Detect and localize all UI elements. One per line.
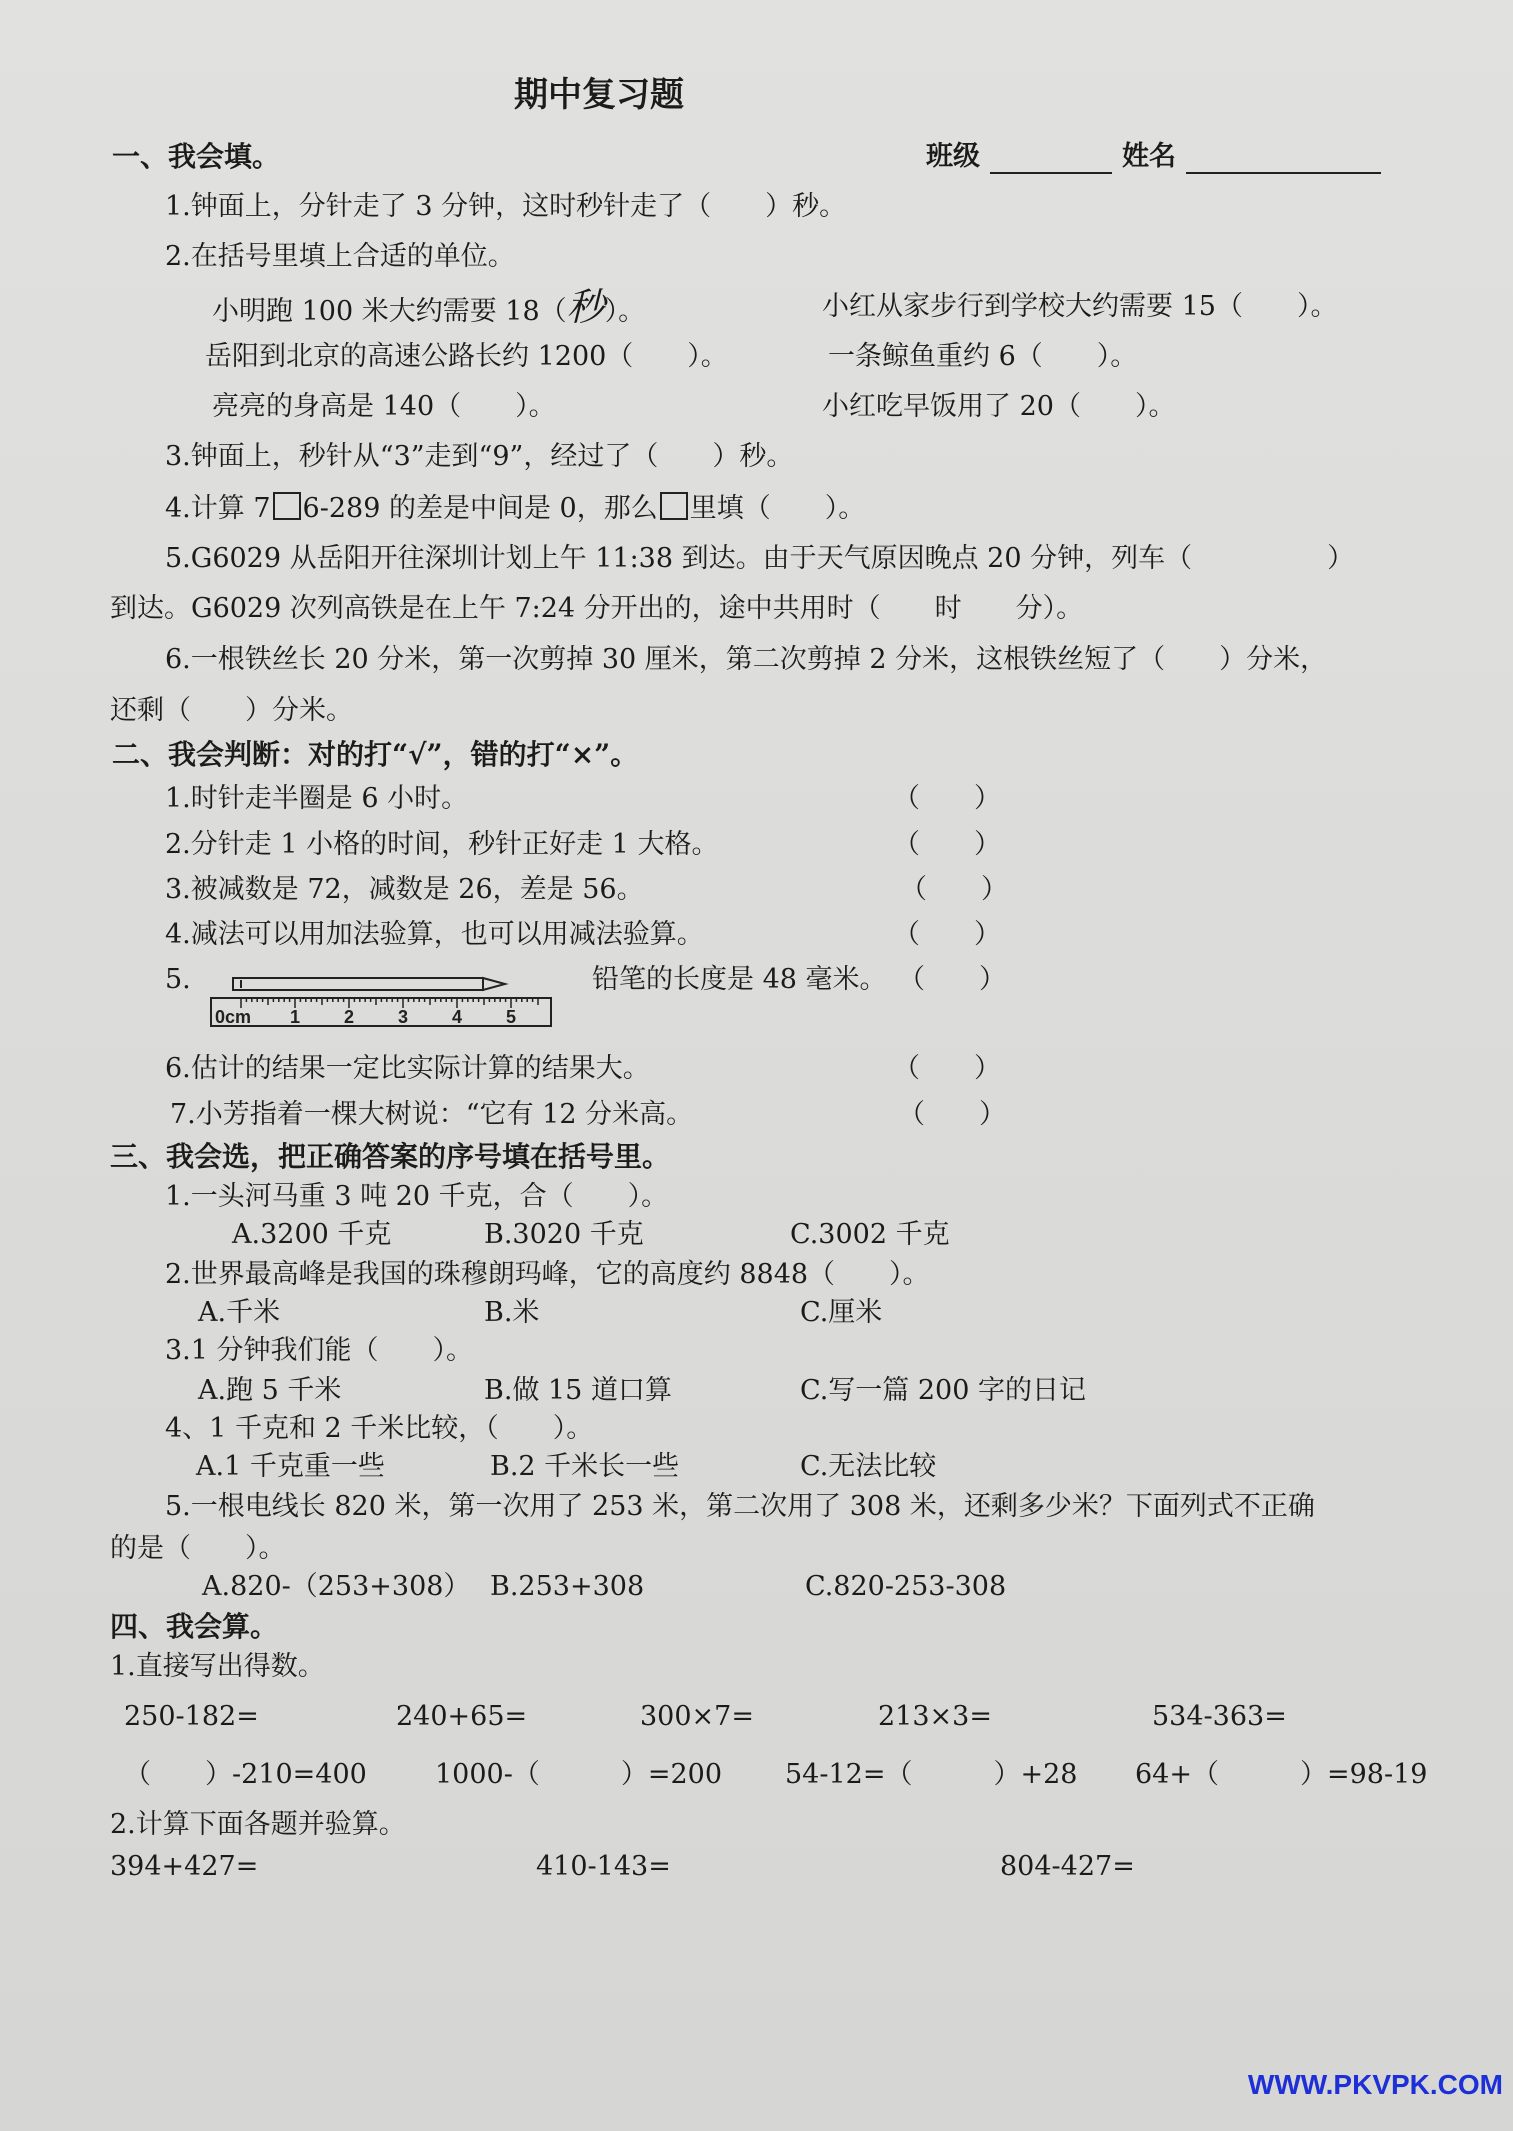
fill-q2e: 亮亮的身高是 140（ ）。 [212, 391, 556, 422]
name-blank[interactable] [1186, 146, 1381, 174]
section-3-heading: 三、我会选，把正确答案的序号填在括号里。 [110, 1140, 671, 1173]
choose-q4: 4、1 千克和 2 千米比较，（ ）。 [165, 1413, 594, 1444]
calc-r1-c1: 250-182= [124, 1701, 259, 1732]
fill-q6-line1: 6.一根铁丝长 20 分米，第一次剪掉 30 厘米，第二次剪掉 2 分米，这根铁丝短了（ ）分米， [165, 644, 1328, 675]
class-label: 班级 [926, 141, 980, 172]
judge-paren-1[interactable]: （ ） [893, 783, 1001, 814]
choose-q5-opt-b[interactable]: B.253+308 [490, 1571, 645, 1602]
judge-paren-7[interactable]: （ ） [898, 1099, 1006, 1130]
calc-r1-c2: 240+65= [396, 1701, 528, 1732]
calc-r1-c3: 300×7= [640, 1701, 754, 1732]
ruler-body [211, 998, 551, 1026]
fill-q2b: 小红从家步行到学校大约需要 15（ ）。 [822, 291, 1338, 322]
ruler-label: 4 [452, 1007, 463, 1027]
section-2-heading: 二、我会判断：对的打“√”，错的打“×”。 [112, 738, 639, 771]
judge-item-3: 3.被减数是 72，减数是 26，差是 56。 [165, 874, 644, 905]
choose-q2-opt-b[interactable]: B.米 [484, 1297, 540, 1328]
judge-item-2: 2.分针走 1 小格的时间，秒针正好走 1 大格。 [165, 829, 719, 860]
choose-q4-opt-c[interactable]: C.无法比较 [800, 1451, 937, 1482]
calc-r3-c1: 394+427= [110, 1851, 259, 1882]
ruler-figure [205, 968, 560, 1032]
choose-q1-opt-b[interactable]: B.3020 千克 [484, 1219, 644, 1250]
fill-q2d: 一条鲸鱼重约 6（ ）。 [828, 341, 1138, 372]
judge-item-6: 6.估计的结果一定比实际计算的结果大。 [165, 1053, 650, 1084]
choose-q5-opt-a[interactable]: A.820-（253+308） [202, 1571, 471, 1602]
judge-paren-3[interactable]: （ ） [900, 874, 1008, 905]
choose-q3-opt-a[interactable]: A.跑 5 千米 [198, 1375, 342, 1406]
ruler-label: 5 [506, 1007, 517, 1027]
calc-sub2-heading: 2.计算下面各题并验算。 [110, 1809, 406, 1840]
fill-q2: 2.在括号里填上合适的单位。 [165, 241, 515, 272]
judge-paren-6[interactable]: （ ） [893, 1053, 1001, 1084]
judge-paren-4[interactable]: （ ） [893, 919, 1001, 950]
calc-r3-c2: 410-143= [536, 1851, 671, 1882]
fill-q1: 1.钟面上，分针走了 3 分钟，这时秒针走了（ ）秒。 [165, 191, 847, 222]
fill-q3: 3.钟面上，秒针从“3”走到“9”，经过了（ ）秒。 [165, 441, 794, 472]
choose-q4-opt-b[interactable]: B.2 千米长一些 [490, 1451, 680, 1482]
calc-r1-c5: 534-363= [1152, 1701, 1287, 1732]
calc-r1-c4: 213×3= [878, 1701, 992, 1732]
fill-q5-line2: 到达。G6029 次列高铁是在上午 7:24 分开出的，途中共用时（ 时 分）。 [110, 593, 1084, 624]
fill-q2f: 小红吃早饭用了 20（ ）。 [822, 391, 1176, 422]
judge-item-4: 4.减法可以用加法验算，也可以用减法验算。 [165, 919, 704, 950]
choose-q5-opt-c[interactable]: C.820-253-308 [805, 1571, 1007, 1602]
choose-q3-opt-c[interactable]: C.写一篇 200 字的日记 [800, 1375, 1086, 1406]
fill-q5-line1: 5.G6029 从岳阳开往深圳计划上午 11:38 到达。由于天气原因晚点 20 分钟，列车（ ） [165, 543, 1355, 574]
calc-r2-c3: 54-12=（ ）+28 [785, 1759, 1078, 1790]
choose-q1-opt-a[interactable]: A.3200 千克 [232, 1219, 392, 1250]
choose-q5-line2: 的是（ ）。 [110, 1533, 286, 1564]
section-4-heading: 四、我会算。 [110, 1610, 279, 1643]
choose-q3: 3.1 分钟我们能（ ）。 [165, 1335, 474, 1366]
digit-box[interactable] [660, 492, 688, 520]
judge-paren-5[interactable]: （ ） [898, 964, 1006, 995]
ruler-svg [205, 968, 560, 1032]
choose-q2-opt-a[interactable]: A.千米 [198, 1297, 281, 1328]
choose-q4-opt-a[interactable]: A.1 千克重一些 [196, 1451, 385, 1482]
judge-item-5-text: 铅笔的长度是 48 毫米。 [592, 964, 887, 995]
calc-sub1-heading: 1.直接写出得数。 [110, 1651, 325, 1682]
judge-item-1: 1.时针走半圈是 6 小时。 [165, 783, 469, 814]
ruler-label: 3 [398, 1007, 409, 1027]
choose-q5-line1: 5.一根电线长 820 米，第一次用了 253 米，第二次用了 308 米，还剩多少米？下面列式不正确 [165, 1491, 1315, 1522]
ruler-label: 2 [344, 1007, 355, 1027]
judge-item-5: 5. [165, 964, 191, 995]
choose-q2: 2.世界最高峰是我国的珠穆朗玛峰，它的高度约 8848（ ）。 [165, 1259, 930, 1290]
calc-r2-c1: （ ）-210=400 [124, 1759, 367, 1790]
digit-box[interactable] [273, 492, 301, 520]
handwritten-answer: 秒 [566, 285, 605, 329]
page-title: 期中复习题 [514, 75, 684, 115]
site-watermark[interactable]: WWW.PKVPK.COM [1247, 2069, 1503, 2100]
calc-r2-c4: 64+（ ）=98-19 [1135, 1759, 1428, 1790]
fill-q2a: 小明跑 100 米大约需要 18（秒）。 [212, 285, 646, 329]
calc-r2-c2: 1000-（ ）=200 [435, 1759, 722, 1790]
choose-q3-opt-b[interactable]: B.做 15 道口算 [484, 1375, 672, 1406]
section-1-heading: 一、我会填。 [112, 140, 281, 173]
choose-q1: 1.一头河马重 3 吨 20 千克，合（ ）。 [165, 1181, 669, 1212]
pencil-icon [233, 978, 505, 990]
class-blank[interactable] [990, 146, 1112, 174]
calc-r3-c3: 804-427= [1000, 1851, 1135, 1882]
name-label: 姓名 [1122, 141, 1176, 172]
choose-q1-opt-c[interactable]: C.3002 千克 [790, 1219, 950, 1250]
ruler-label: 1 [290, 1007, 301, 1027]
judge-paren-2[interactable]: （ ） [893, 829, 1001, 860]
fill-q2c: 岳阳到北京的高速公路长约 1200（ ）。 [205, 341, 728, 372]
choose-q2-opt-c[interactable]: C.厘米 [800, 1297, 883, 1328]
judge-item-7: 7.小芳指着一棵大树说：“它有 12 分米高。 [170, 1099, 694, 1130]
fill-q4: 4.计算 7 6-289 的差是中间是 0，那么 里填（ ）。 [165, 493, 866, 524]
ruler-label: 0cm [215, 1007, 252, 1027]
fill-q6-line2: 还剩（ ）分米。 [110, 695, 353, 726]
